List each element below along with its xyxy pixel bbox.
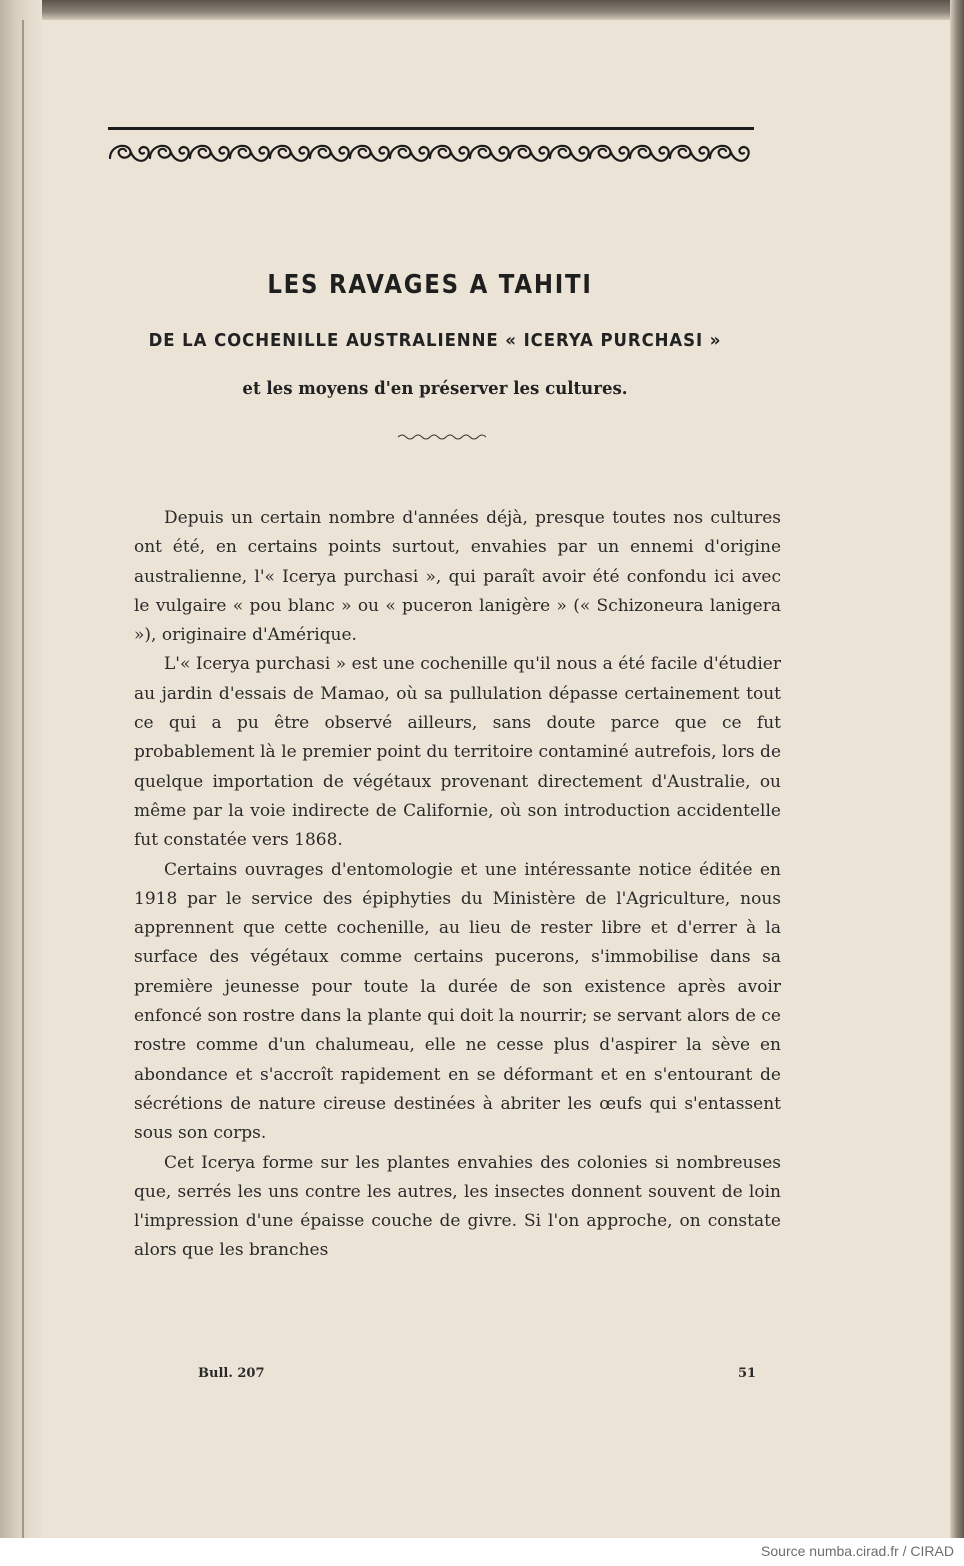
article-body bbox=[134, 504, 781, 1266]
page-number: 51 bbox=[738, 1366, 757, 1381]
paragraph-3: Certains ouvrages d'entomologie et une intéressante notice éditée en 1918 par le service des épiphyties du Ministère de l'Agriculture, nous apprennent que cette cochenille, au lieu de rester libre et d'errer à la surface des végétaux comme certains pucerons, s'immobilise dans sa première jeunesse pour toute la durée de son existence après avoir enfoncé son rostre dans la plante qui doit la nourrir; se servant alors de ce rostre comme d'un chalumeau, elle ne cesse plus d'aspirer la sève en abondance et s'accroît rapidement en se déformant et en s'entourant de sécrétions de nature cireuse destinées à abriter les œufs qui s'entassent sous son corps. bbox=[134, 859, 781, 1144]
paragraph-4: Cet Icerya forme sur les plantes envahies des colonies si nombreuses que, serrés les uns contre les autres, les insectes donnent souvent de loin l'impression d'une épaisse couche de givre. Si l'on approche, on constate alors que les branches bbox=[134, 1152, 781, 1261]
article-subtitle: DE LA COCHENILLE AUSTRALIENNE « ICERYA PURCHASI » bbox=[148, 330, 722, 351]
source-credit: Source numba.cirad.fr / CIRAD bbox=[761, 1543, 954, 1559]
header-rule bbox=[108, 127, 754, 130]
section-divider bbox=[398, 432, 486, 442]
ornamental-border bbox=[108, 134, 754, 174]
binding-fold bbox=[0, 0, 42, 1538]
article-tagline: et les moyens d'en préserver les cultures. bbox=[242, 378, 628, 399]
book-top-edge bbox=[0, 0, 964, 20]
bulletin-signature: Bull. 207 bbox=[198, 1366, 265, 1381]
paragraph-2: L'« Icerya purchasi » est une cochenille qu'il nous a été facile d'étudier au jardin d'essais de Mamao, où sa pullulation dépasse certainement tout ce qui a pu être observé ailleurs, sans doute parce que ce fut probablement là le premier point du territoire contaminé autrefois, lors de quelque importation de végétaux provenant directement d'Australie, ou même par la voie indirecte de Californie, où son introduction accidentelle fut constatée vers 1868. bbox=[134, 654, 781, 851]
paragraph-1: Depuis un certain nombre d'années déjà, presque toutes nos cultures ont été, en certains points surtout, envahies par un ennemi d'origine australienne, l'« Icerya purchasi », qui paraît avoir été confondu ici avec le vulgaire « pou blanc » ou « puceron lanigère » (« Schizoneura lanigera »), originaire d'Amérique. bbox=[134, 508, 781, 646]
book-right-edge bbox=[950, 0, 964, 1538]
binding-line bbox=[22, 20, 24, 1538]
article-title: LES RAVAGES A TAHITI bbox=[267, 270, 593, 300]
